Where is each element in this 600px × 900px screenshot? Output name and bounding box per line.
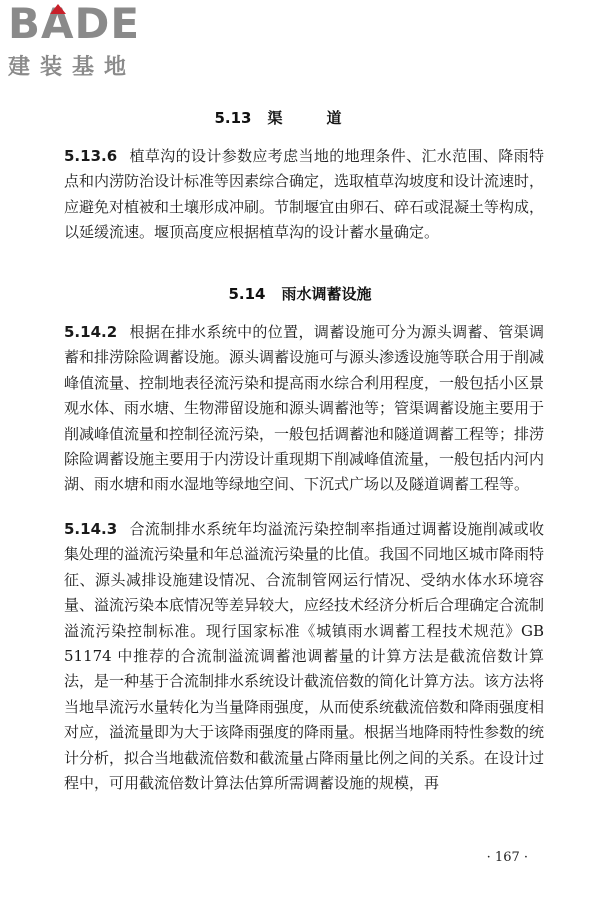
logo-letter-e: E (110, 0, 141, 48)
clause-number: 5.14.2 (64, 323, 118, 341)
logo-wordmark (8, 2, 178, 46)
clause-text: 植草沟的设计参数应考虑当地的地理条件、汇水范围、降雨特点和内涝防治设计标准等因素综合确定，选取植草沟坡度和设计流速时，应避免对植被和土壤形成冲刷。节制堰宜由卵石、碎石或混凝土等构成，以延缓流速。堰顶高度应根据植草沟的设计蓄水量确定。 (64, 147, 545, 242)
logo-subtitle: 建装基地 (8, 55, 137, 80)
clause-5-14-2 (64, 320, 544, 498)
logo-letter-d: D (74, 0, 111, 48)
logo-letter-a: A (41, 0, 75, 48)
section-number: 5.14 (228, 285, 266, 303)
clause-number: 5.14.3 (64, 520, 118, 538)
section-title: 雨水调蓄设施 (281, 285, 372, 303)
logo-letter-b: B (8, 0, 42, 48)
clause-number: 5.13.6 (64, 147, 118, 165)
page-number: · 167 · (486, 850, 528, 865)
section-number: 5.13 (214, 109, 252, 127)
clause-text: 合流制排水系统年均溢流污染控制率指通过调蓄设施削减或收集处理的溢流污染量和年总溢流污染量的比值。我国不同地区城市降雨特征、源头减排设施建设情况、合流制管网运行情况、受纳水体水环境容量、溢流污染本底情况等差异较大，应经技术经济分析后合理确定合流制溢流污染控制标准。现行国家标准《城镇雨水调蓄工程技术规范》GB 51174 中推荐的合流制溢流调蓄池调蓄量的计算方法是截流倍数计算法，是一种基于合流制排水系统设计截流倍数的简化计算方法。该方法将当地旱流污水量转化为当量降雨强度，从而使系统截流倍数和降雨强度相对应，溢流量即为大于该降雨强度的降雨量。根据当地降雨特性参数的统计分析，拟合当地截流倍数和截流量占降雨量比例之间的关系。在设计过程中，可用截流倍数计算法估算所需调蓄设施的规模，再 (64, 520, 545, 793)
section-title: 渠道 (267, 109, 386, 127)
section-heading-5-14 (0, 283, 600, 304)
section-heading-5-13 (0, 107, 600, 128)
brand-logo (8, 2, 178, 81)
clause-5-14-3 (64, 517, 544, 796)
clause-5-13-6 (64, 144, 544, 246)
clause-text: 根据在排水系统中的位置，调蓄设施可分为源头调蓄、管渠调蓄和排涝除险调蓄设施。源头调蓄设施可与源头渗透设施等联合用于削减峰值流量、控制地表径流污染和提高雨水综合利用程度，一般包括小区景观水体、雨水塘、生物滞留设施和源头调蓄池等；管渠调蓄设施主要用于削减峰值流量和控制径流污染，一般包括调蓄池和隧道调蓄工程等；排涝除险调蓄设施主要用于内涝设计重现期下削减峰值流量，一般包括内河内湖、雨水塘和雨水湿地等绿地空间、下沉式广场以及隧道调蓄工程等。 (64, 323, 545, 494)
